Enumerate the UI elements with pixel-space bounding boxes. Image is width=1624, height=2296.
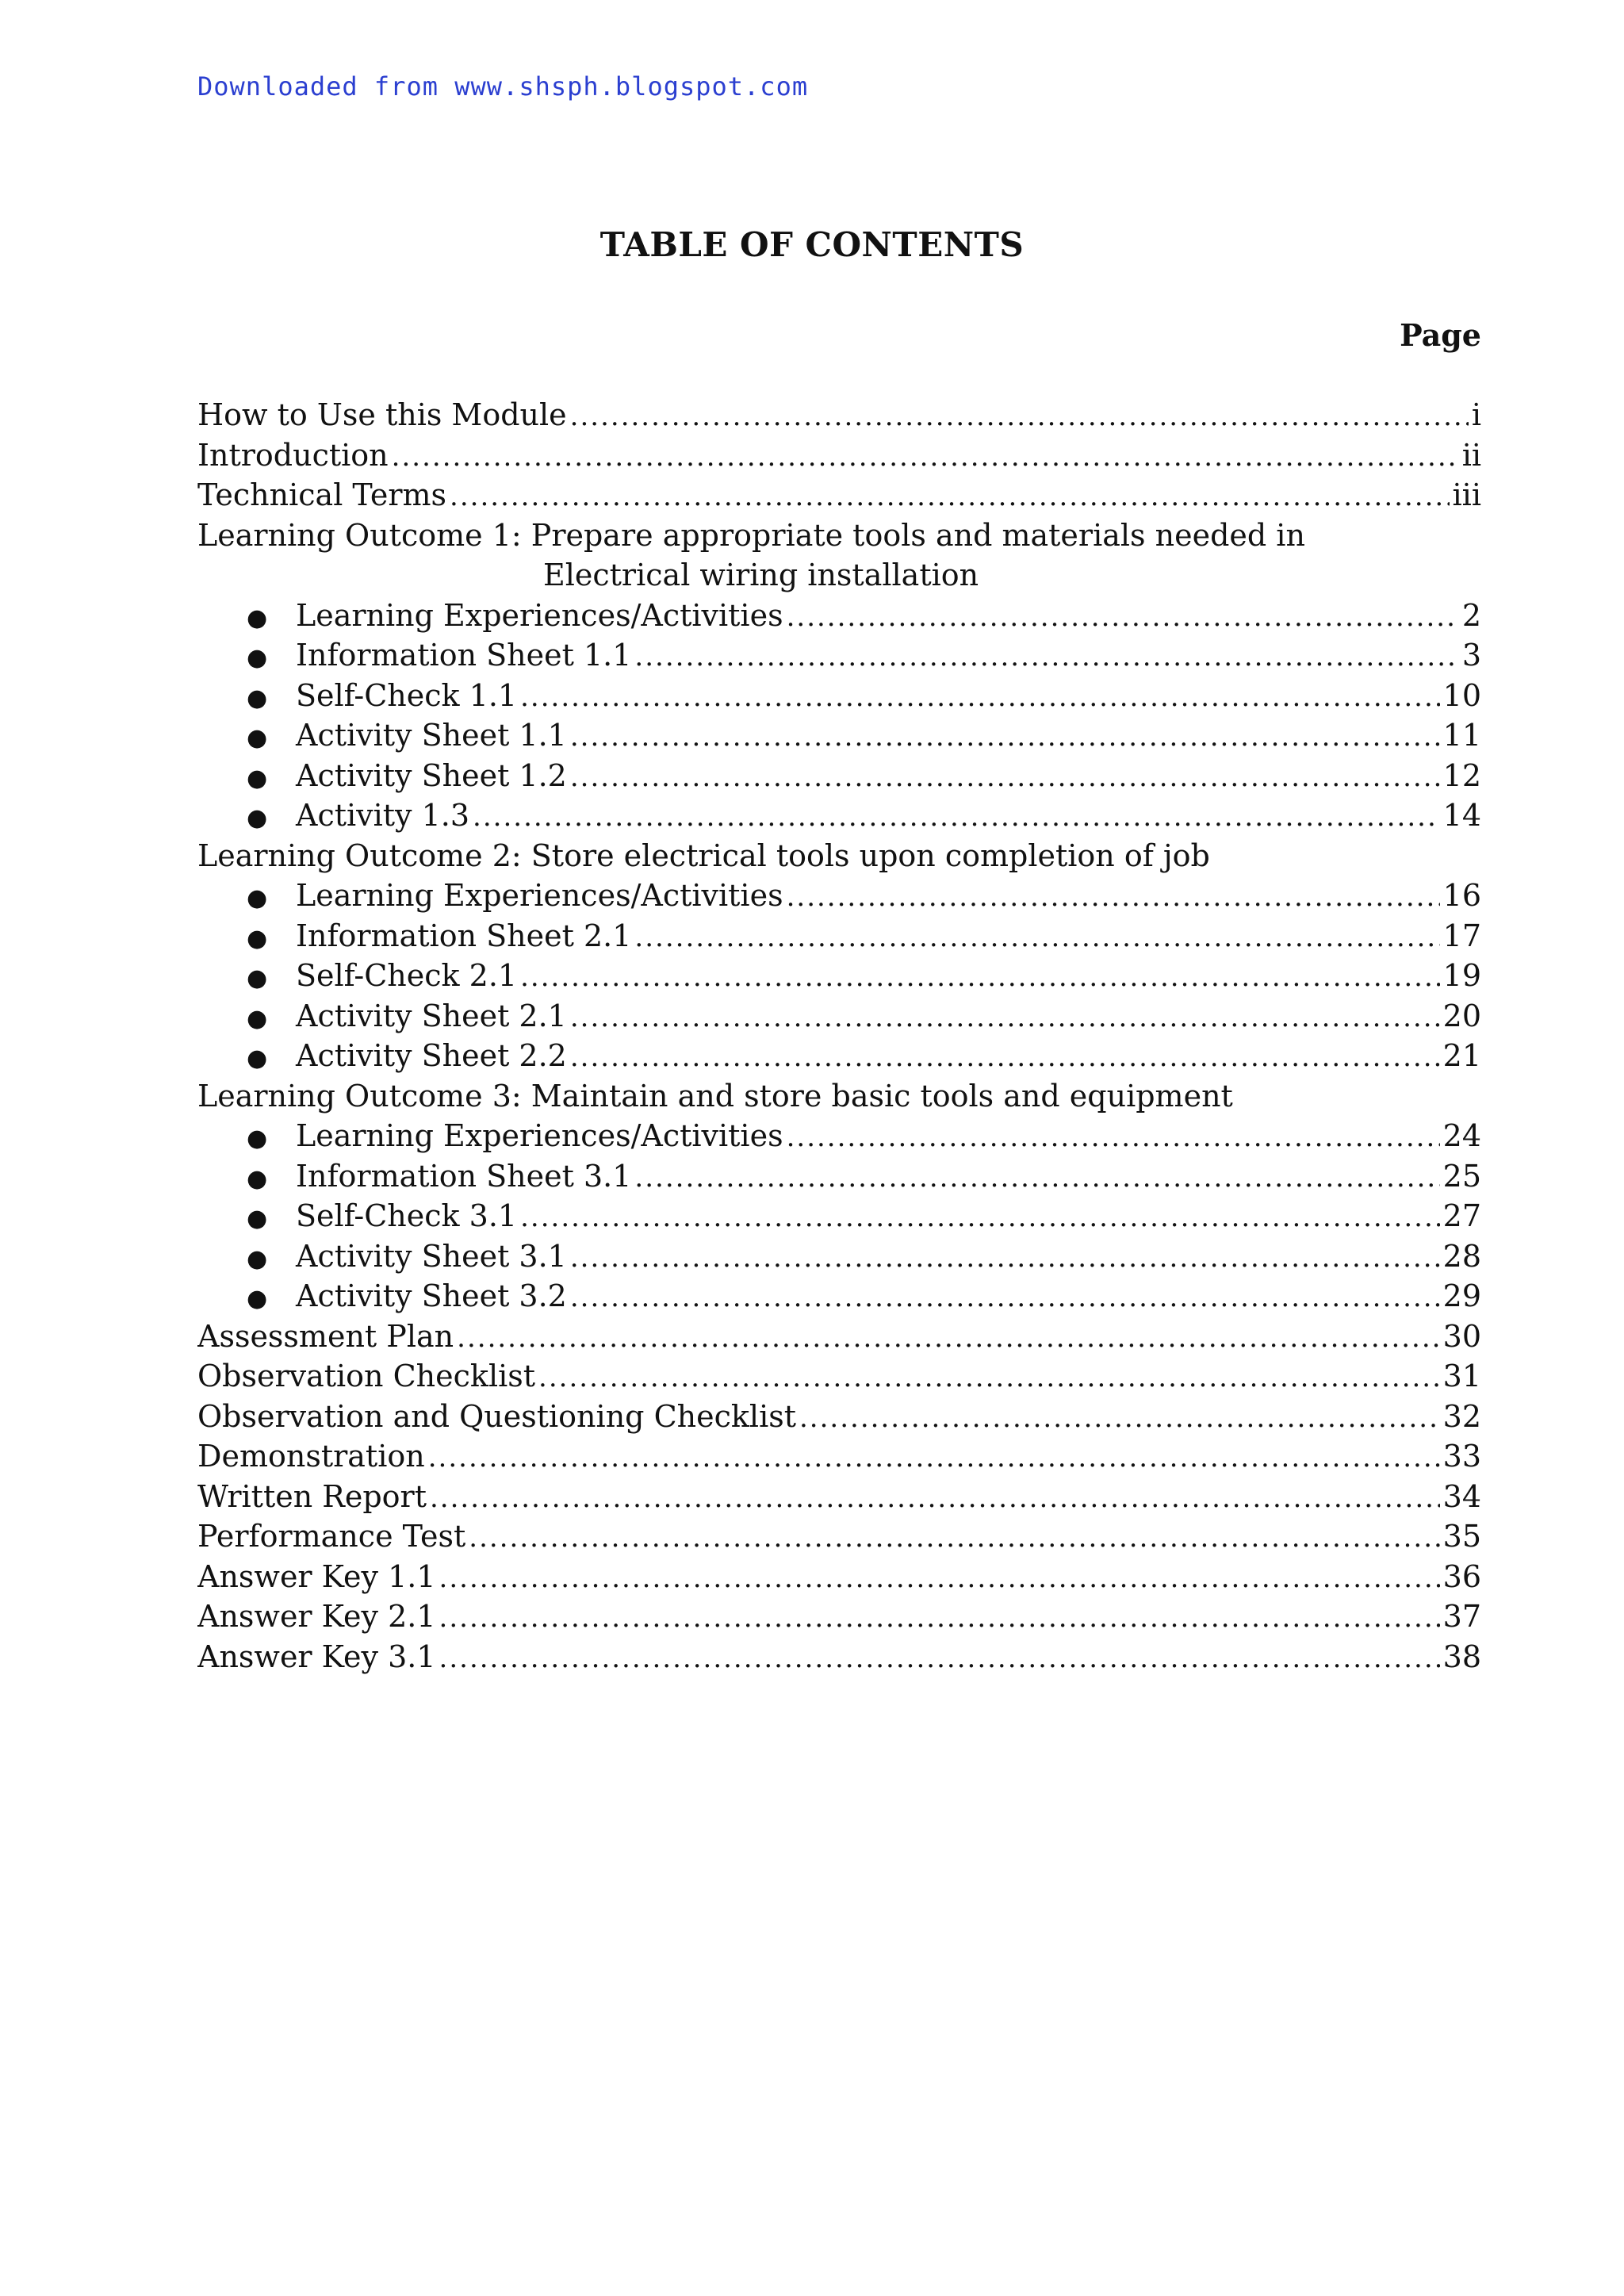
toc-entry-page: 35 [1442, 1519, 1481, 1554]
toc-subentry[interactable] [197, 1036, 1481, 1076]
dot-leader [469, 1518, 1439, 1557]
toc-entry-label: Information Sheet 3.1 [296, 1158, 632, 1194]
toc-entry-label: Learning Experiences/Activities [296, 597, 783, 633]
bullet-icon: ● [247, 924, 268, 953]
dot-leader [787, 597, 1459, 636]
download-source-link[interactable]: Downloaded from www.shsph.blogspot.com [197, 71, 809, 102]
toc-subentry[interactable] [197, 1276, 1481, 1317]
toc-entry-demonstration[interactable] [197, 1436, 1481, 1477]
learning-outcome-3-heading: Learning Outcome 3: Maintain and store basic tools and equipment [197, 1078, 1233, 1114]
bullet-icon: ● [247, 724, 268, 752]
toc-entry-page: 16 [1442, 878, 1481, 913]
toc-entry-label: Observation and Questioning Checklist [197, 1398, 796, 1434]
toc-subentry[interactable] [197, 635, 1481, 676]
toc-subentry[interactable] [197, 956, 1481, 996]
dot-leader [570, 757, 1440, 796]
toc-entry-page: 31 [1442, 1359, 1481, 1393]
page-column-heading: Page [1400, 317, 1481, 353]
toc-entry-label: Performance Test [197, 1519, 466, 1554]
toc-entry-label: Activity Sheet 2.2 [296, 1038, 567, 1073]
toc-entry-page: 10 [1442, 677, 1481, 713]
dot-leader [787, 877, 1440, 916]
toc-entry-label: Learning Experiences/Activities [296, 1118, 783, 1153]
toc-entry-label: Assessment Plan [197, 1318, 454, 1354]
dot-leader [570, 397, 1469, 435]
toc-entry-page: 3 [1461, 638, 1481, 673]
bullet-icon: ● [247, 1164, 268, 1193]
toc-entry-label: Activity Sheet 2.1 [296, 998, 567, 1033]
toc-entry-observation-questioning[interactable] [197, 1397, 1481, 1437]
toc-entry-technical-terms[interactable] [197, 475, 1481, 516]
toc-subentry[interactable] [197, 795, 1481, 836]
dot-leader [787, 1117, 1440, 1156]
toc-entry-label: Written Report [197, 1478, 427, 1514]
bullet-icon: ● [247, 684, 268, 712]
toc-subentry[interactable] [197, 756, 1481, 796]
toc-subentry[interactable] [197, 916, 1481, 956]
dot-leader [428, 1438, 1440, 1477]
toc-entry-observation-checklist[interactable] [197, 1356, 1481, 1397]
toc-entry-page: 32 [1442, 1398, 1481, 1434]
toc-entry-label: Activity Sheet 1.2 [296, 757, 567, 793]
dot-leader [457, 1318, 1440, 1357]
toc-subentry[interactable] [197, 1196, 1481, 1236]
toc-entry-page: 33 [1442, 1439, 1481, 1474]
toc-entry-label: Self-Check 3.1 [296, 1198, 518, 1233]
toc-entry-page: 25 [1442, 1158, 1481, 1194]
dot-leader [538, 1358, 1440, 1397]
toc-subentry[interactable] [197, 596, 1481, 636]
dot-leader [439, 1558, 1440, 1597]
table-of-contents [197, 395, 1481, 1677]
learning-outcome-1-heading: Learning Outcome 1: Prepare appropriate tools and materials needed in [197, 517, 1305, 553]
bullet-icon: ● [247, 804, 268, 832]
toc-entry-page: 12 [1442, 757, 1481, 793]
toc-entry-label: Answer Key 2.1 [197, 1599, 436, 1634]
bullet-icon: ● [247, 1125, 268, 1152]
dot-leader [634, 1158, 1439, 1197]
dot-leader [450, 477, 1450, 516]
toc-entry-page: 21 [1442, 1038, 1481, 1073]
toc-entry-page: 28 [1442, 1238, 1481, 1274]
dot-leader [520, 677, 1440, 716]
bullet-icon: ● [247, 764, 268, 792]
toc-entry-label: Activity Sheet 3.1 [296, 1238, 567, 1274]
bullet-icon: ● [247, 604, 268, 632]
toc-subentry[interactable] [197, 715, 1481, 756]
toc-entry-page: 30 [1442, 1318, 1481, 1354]
bullet-icon: ● [247, 1004, 268, 1033]
toc-entry-label: Demonstration [197, 1439, 425, 1474]
toc-entry-written-report[interactable] [197, 1477, 1481, 1517]
toc-subentry[interactable] [197, 996, 1481, 1037]
learning-outcome-1-heading-cont: Electrical wiring installation [543, 558, 979, 592]
toc-entry-how-to-use[interactable] [197, 395, 1481, 435]
bullet-icon: ● [247, 884, 268, 912]
toc-entry-label: How to Use this Module [197, 397, 567, 432]
toc-entry-label: Technical Terms [197, 477, 447, 512]
toc-entry-page: iii [1452, 477, 1481, 512]
toc-entry-label: Activity Sheet 3.2 [296, 1278, 567, 1313]
dot-leader [570, 998, 1440, 1037]
toc-entry-label: Learning Experiences/Activities [296, 878, 783, 913]
toc-entry-label: Self-Check 1.1 [296, 677, 518, 713]
toc-entry-page: 17 [1442, 918, 1481, 953]
toc-entry-page: 27 [1442, 1198, 1481, 1233]
toc-entry-answer-key-3-1[interactable] [197, 1637, 1481, 1677]
toc-entry-label: Information Sheet 1.1 [296, 638, 632, 673]
toc-entry-label: Answer Key 3.1 [197, 1639, 436, 1674]
dot-leader [570, 1278, 1440, 1317]
toc-entry-label: Activity Sheet 1.1 [296, 718, 567, 753]
dot-leader [570, 717, 1440, 756]
toc-entry-label: Activity 1.3 [296, 798, 470, 833]
dot-leader [439, 1598, 1440, 1637]
toc-entry-label: Introduction [197, 437, 389, 473]
toc-subentry[interactable] [197, 676, 1481, 716]
dot-leader [439, 1639, 1440, 1677]
toc-entry-page: 24 [1442, 1118, 1481, 1153]
toc-entry-answer-key-2-1[interactable] [197, 1596, 1481, 1637]
dot-leader [392, 437, 1459, 476]
toc-subentry[interactable] [197, 1236, 1481, 1277]
toc-entry-page: ii [1461, 437, 1481, 473]
toc-entry-assessment-plan[interactable] [197, 1317, 1481, 1357]
dot-leader [570, 1238, 1440, 1277]
toc-entry-label: Self-Check 2.1 [296, 958, 518, 993]
toc-entry-page: 19 [1442, 958, 1481, 993]
learning-outcome-2-heading: Learning Outcome 2: Store electrical tools upon completion of job [197, 838, 1210, 873]
bullet-icon: ● [247, 1285, 268, 1313]
dot-leader [473, 797, 1440, 836]
toc-entry-page: 29 [1442, 1278, 1481, 1313]
bullet-icon: ● [247, 964, 268, 992]
dot-leader [430, 1478, 1440, 1517]
toc-subentry[interactable] [197, 876, 1481, 916]
toc-entry-page: 36 [1442, 1558, 1481, 1594]
bullet-icon: ● [247, 1045, 268, 1072]
toc-entry-introduction[interactable] [197, 435, 1481, 476]
page-title: TABLE OF CONTENTS [599, 225, 1025, 264]
toc-subentry[interactable] [197, 1156, 1481, 1197]
dot-leader [520, 957, 1440, 996]
bullet-icon: ● [247, 1205, 268, 1232]
toc-entry-label: Answer Key 1.1 [197, 1558, 436, 1594]
toc-entry-page: 37 [1442, 1599, 1481, 1634]
toc-entry-page: 14 [1442, 798, 1481, 833]
bullet-icon: ● [247, 644, 268, 672]
toc-entry-page: 20 [1442, 998, 1481, 1033]
toc-entry-page: 2 [1461, 597, 1481, 633]
dot-leader [634, 637, 1458, 676]
toc-entry-page: i [1471, 397, 1481, 432]
toc-entry-label: Information Sheet 2.1 [296, 918, 632, 953]
dot-leader [520, 1198, 1440, 1236]
toc-entry-performance-test[interactable] [197, 1516, 1481, 1557]
bullet-icon: ● [247, 1244, 268, 1273]
toc-entry-label: Observation Checklist [197, 1359, 536, 1393]
toc-entry-answer-key-1-1[interactable] [197, 1557, 1481, 1597]
toc-entry-page: 38 [1442, 1639, 1481, 1674]
toc-subentry[interactable] [197, 1116, 1481, 1156]
dot-leader [570, 1037, 1440, 1076]
dot-leader [799, 1398, 1440, 1437]
dot-leader [634, 918, 1439, 956]
toc-entry-page: 11 [1442, 718, 1481, 753]
toc-entry-page: 34 [1442, 1478, 1481, 1514]
